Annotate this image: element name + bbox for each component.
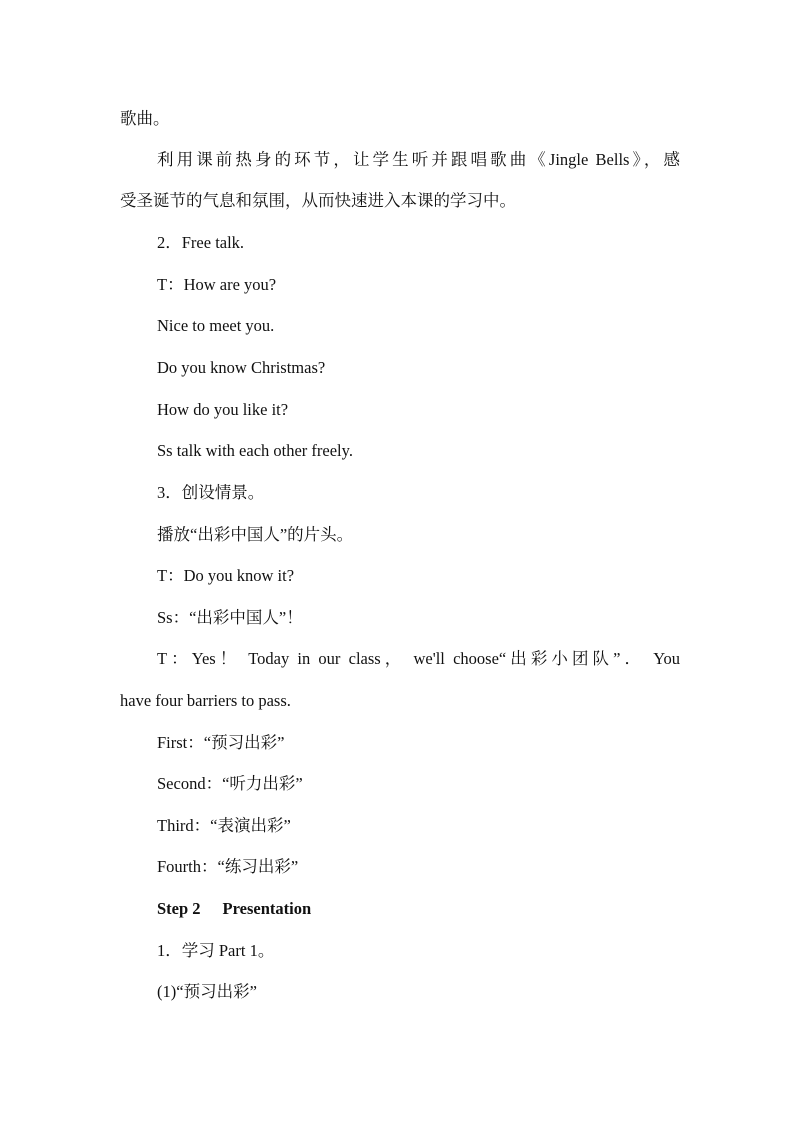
text-line: 2．Free talk.	[157, 233, 245, 252]
text-line: Fourth：“练习出彩”	[157, 857, 299, 876]
text-line: 受圣诞节的气息和氛围，从而快速进入本课的学习中。	[120, 191, 516, 210]
text-line: T：Do you know it?	[157, 566, 295, 585]
text-line: First：“预习出彩”	[157, 733, 285, 752]
text-line: 1．学习 Part 1。	[157, 941, 275, 960]
text-line: T：Yes！ Today in our class， we'll choose“出彩小团队”． You	[157, 649, 680, 668]
step-title: Presentation	[222, 899, 312, 918]
text-line: Second：“听力出彩”	[157, 774, 303, 793]
text-line: Do you know Christmas?	[157, 358, 326, 377]
text-line: Ss talk with each other freely.	[157, 441, 353, 460]
step-number: Step 2	[157, 899, 201, 918]
text-line: have four barriers to pass.	[120, 691, 291, 710]
text-line: 利用课前热身的环节，让学生听并跟唱歌曲《Jingle Bells》，感	[157, 150, 680, 169]
text-line: 3．创设情景。	[157, 483, 265, 502]
text-line: (1)“预习出彩”	[157, 982, 257, 1001]
text-line: Third：“表演出彩”	[157, 816, 291, 835]
text-line: How do you like it?	[157, 400, 289, 419]
text-line: T：How are you?	[157, 275, 277, 294]
text-line: Nice to meet you.	[157, 316, 275, 335]
text-line: 播放“出彩中国人”的片头。	[157, 525, 354, 544]
step-heading	[157, 898, 680, 920]
text-line: Ss：“出彩中国人”！	[157, 608, 303, 627]
text-line: 歌曲。	[120, 109, 170, 128]
